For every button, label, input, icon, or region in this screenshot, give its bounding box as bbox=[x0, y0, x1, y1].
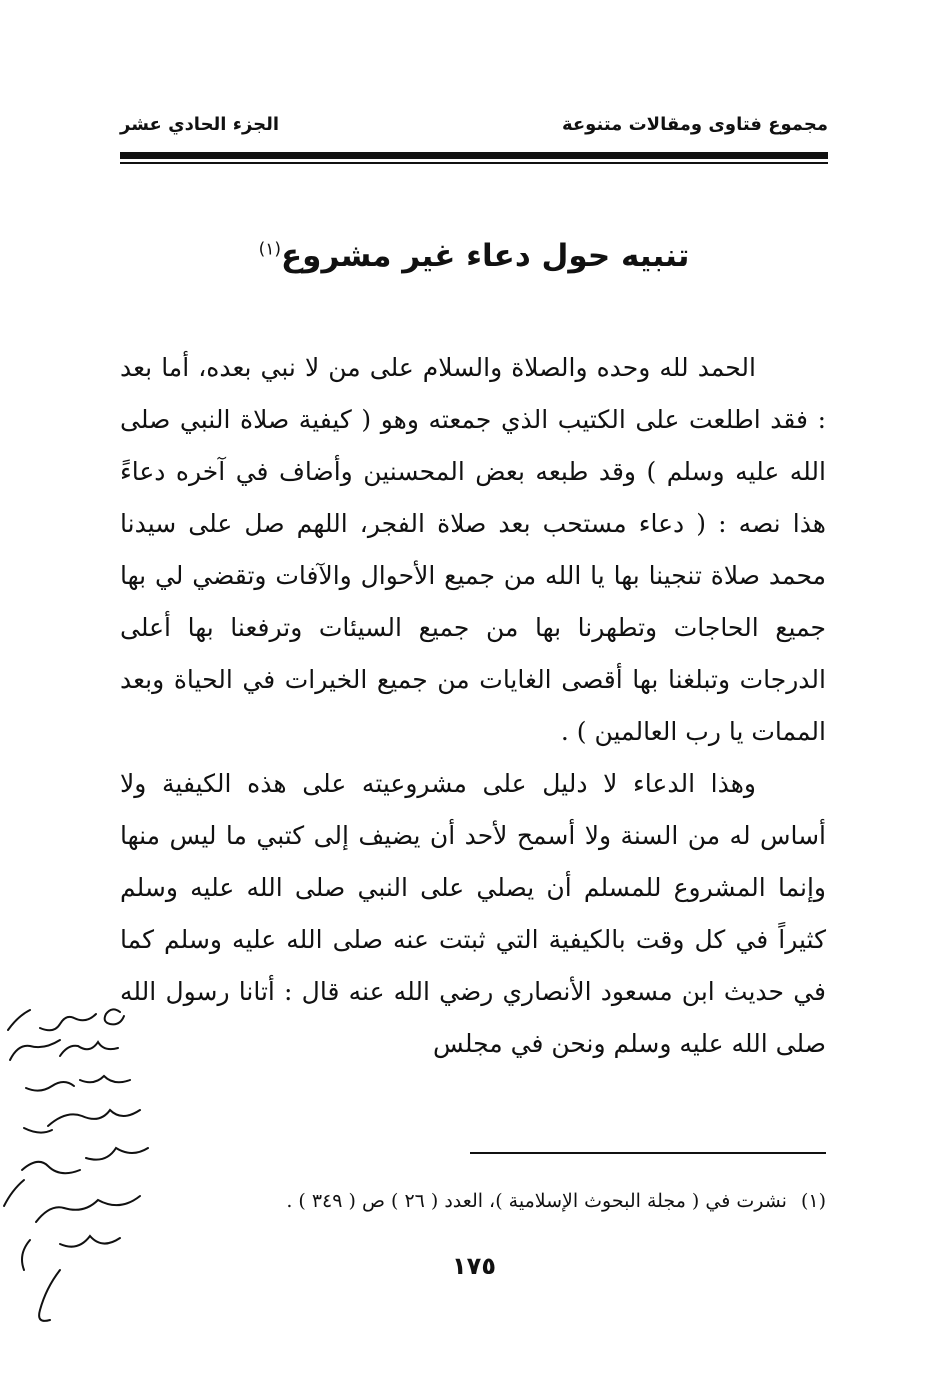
book-title: مجموع فتاوى ومقالات متنوعة bbox=[561, 114, 828, 135]
running-header bbox=[120, 108, 828, 148]
paragraph-1: الحمد لله وحده والصلاة والسلام على من لا نبي بعده، أما بعد : فقد اطلعت على الكتيب الذي جمعته وهو ( كيفية صلاة النبي صلى الله عليه وسلم ) وقد طبعه بعض المحسنين وأضاف في آخره دعاءً هذا نصه : ( دعاء مستحب بعد صلاة الفجر، اللهم صل على سيدنا محمد صلاة تنجينا بها يا الله من جميع الأحوال والآفات وتقضي لي بها جميع الحاجات وتطهرنا بها من جميع السيئات وترفعنا بها أعلى الدرجات وتبلغنا بها أقصى الغايات من جميع الخيرات في الحياة وبعد الممات يا رب العالمين ) . bbox=[120, 353, 826, 746]
footnote-marker: (١) bbox=[800, 1190, 826, 1212]
title-footnote-marker: (١) bbox=[258, 239, 281, 260]
handwritten-margin-note bbox=[0, 1000, 150, 1330]
paragraph-2: وهذا الدعاء لا دليل على مشروعيته على هذه الكيفية ولا أساس له من السنة ولا أسمح لأحد أن يضيف إلى كتبي ما ليس منها وإنما المشروع للمسلم أن يصلي على النبي صلى الله عليه وسلم كثيراً في كل وقت بالكيفية التي ثبتت عنه صلى الله عليه وسلم كما في حديث ابن مسعود الأنصاري رضي الله عنه قال : أتانا رسول الله صلى الله عليه وسلم ونحن في مجلس bbox=[120, 769, 826, 1058]
article-title bbox=[120, 238, 828, 274]
header-rule bbox=[120, 152, 828, 159]
page-number: ١٧٥ bbox=[452, 1252, 496, 1280]
footnote bbox=[120, 1190, 826, 1212]
footnote-text: نشرت في ( مجلة البحوث الإسلامية )، العدد ( ٢٦ ) ص ( ٣٤٩ ) . bbox=[286, 1190, 787, 1212]
footnote-separator bbox=[470, 1152, 826, 1154]
article-body bbox=[120, 342, 826, 1070]
handwriting-scribble-icon bbox=[0, 1000, 150, 1330]
header-rule-thin bbox=[120, 162, 828, 164]
article-title-text: تنبيه حول دعاء غير مشروع bbox=[281, 238, 690, 274]
volume-label: الجزء الحادي عشر bbox=[120, 114, 280, 135]
